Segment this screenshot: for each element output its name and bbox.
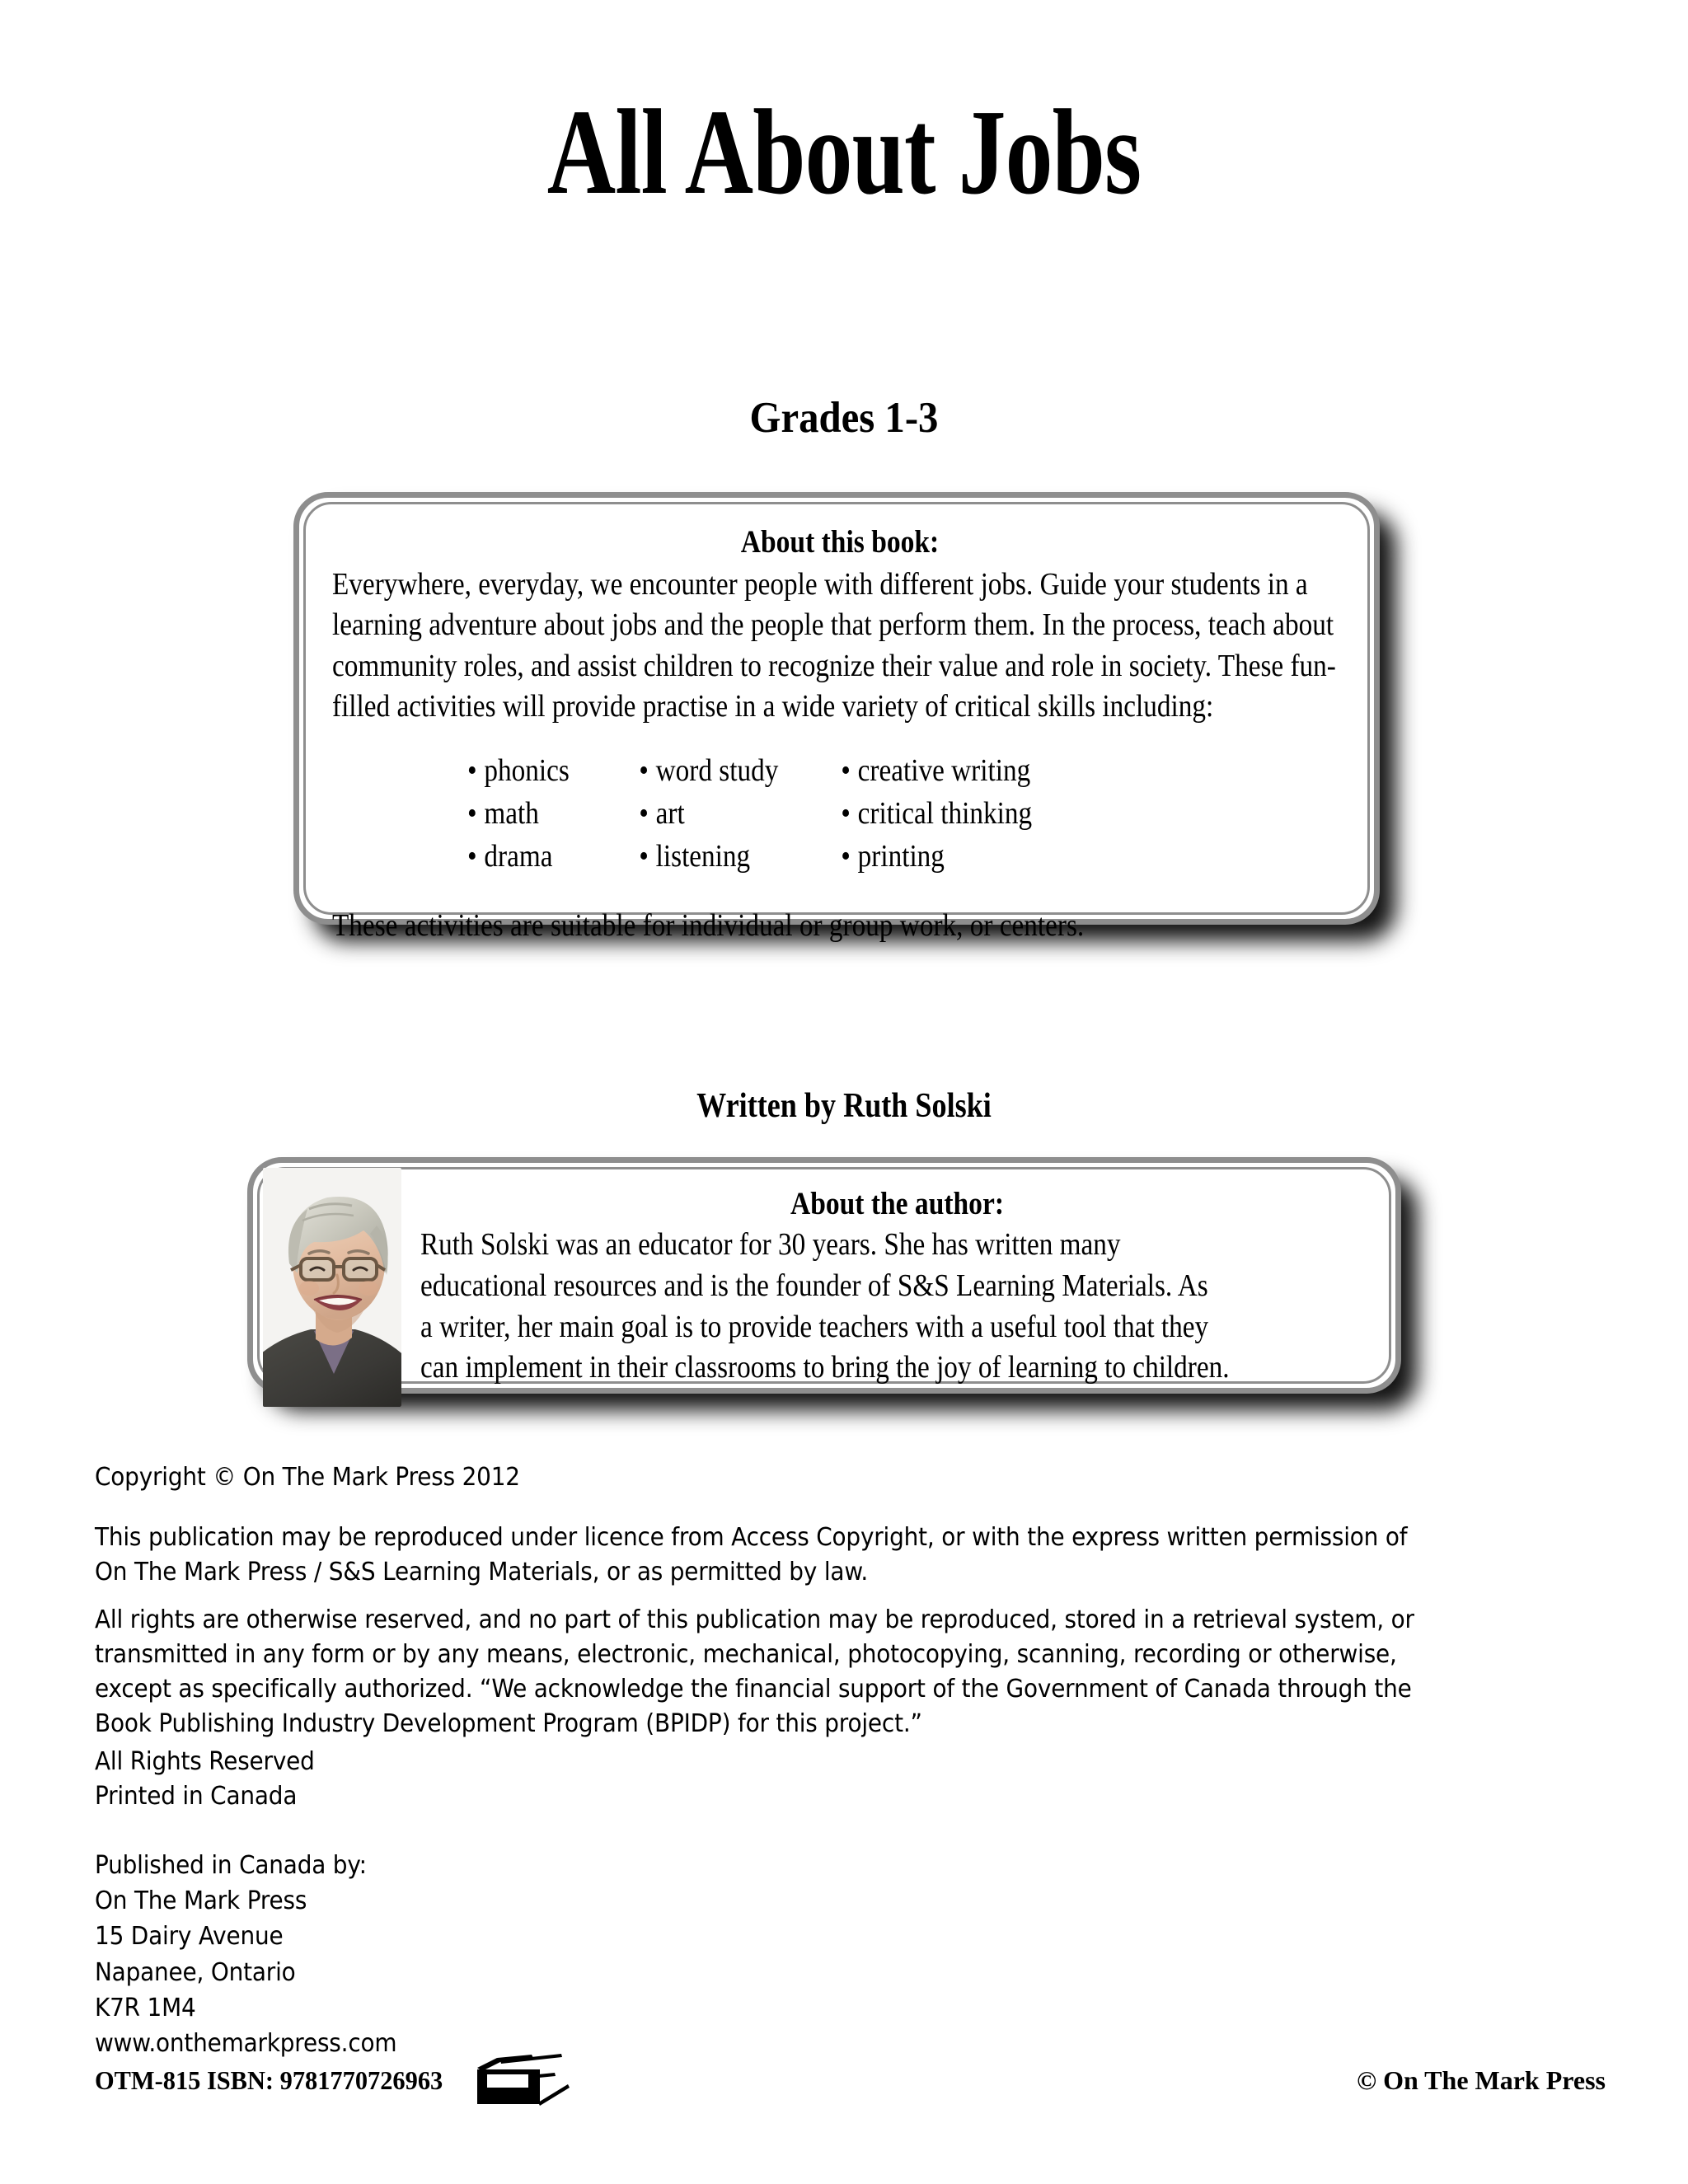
bullet-icon: •: [467, 795, 477, 831]
copyright-notice: [95, 1460, 1490, 1495]
bullet-icon: •: [841, 795, 851, 831]
skill-label: math: [484, 795, 539, 831]
printed-in-canada-line: Printed in Canada: [95, 1782, 298, 1811]
address-line: K7R 1M4: [95, 1993, 196, 2022]
address-line: Published in Canada by:: [95, 1851, 367, 1880]
bullet-icon: •: [467, 752, 477, 788]
author-portrait-image: [263, 1168, 401, 1407]
about-the-author-heading: About the author:: [790, 1186, 1005, 1221]
copyright-line: Copyright © On The Mark Press 2012: [95, 1463, 520, 1492]
about-the-author-line: educational resources and is the founder of S&S Learning Materials. As: [420, 1268, 1208, 1303]
about-this-book-panel: [293, 492, 1380, 943]
skill-label: phonics: [484, 752, 570, 788]
product-code-isbn: OTM-815 ISBN: 9781770726963: [95, 2065, 443, 2095]
press-logo-icon: [472, 2053, 571, 2112]
publisher-address-block: [95, 1848, 1490, 2061]
about-this-book-closing-line: These activities are suitable for individual or group work, or centers.: [332, 907, 1085, 943]
skill-label: critical thinking: [857, 795, 1033, 831]
skill-label: creative writing: [857, 752, 1031, 788]
about-the-author-panel-inner-border: [257, 1167, 1391, 1384]
bullet-icon: •: [467, 839, 477, 874]
about-the-author-panel: [247, 1157, 1401, 1394]
about-this-book-panel-inner-border: [303, 502, 1370, 943]
skill-label: listening: [655, 839, 751, 874]
skill-item: [639, 794, 841, 834]
skill-label: art: [655, 795, 685, 831]
skill-label: word study: [655, 752, 779, 788]
skill-item: [467, 794, 639, 834]
all-rights-paragraph: [95, 1603, 1475, 1741]
page-title: All About Jobs: [546, 85, 1142, 220]
rights-line: All rights are otherwise reserved, and no part of this publication may be reproduced, stored in a retrieval system, or: [95, 1605, 1414, 1634]
author-byline: Written by Ruth Solski: [696, 1087, 992, 1125]
publisher-website-line[interactable]: www.onthemarkpress.com: [95, 2028, 397, 2058]
rights-reserved-block: [95, 1745, 1490, 1814]
bullet-icon: •: [639, 839, 649, 874]
about-this-book-heading: About this book:: [740, 524, 940, 560]
skill-item: [841, 751, 1482, 791]
bullet-icon: •: [639, 795, 649, 831]
rights-line: transmitted in any form or by any means, electronic, mechanical, photocopying, scanning, recording or otherwise,: [95, 1640, 1397, 1669]
about-the-author-content: [420, 1188, 1374, 1389]
skill-label: printing: [857, 839, 945, 874]
on-the-mark-press-logo: [472, 2053, 571, 2112]
about-the-author-paragraph: [420, 1225, 1373, 1389]
address-line: On The Mark Press: [95, 1886, 307, 1916]
skill-item: [841, 794, 1482, 834]
skill-label: drama: [484, 839, 553, 874]
skill-item: [639, 751, 841, 791]
all-rights-reserved-line: All Rights Reserved: [95, 1747, 315, 1776]
bullet-icon: •: [841, 839, 851, 874]
reproduction-licence-paragraph: [95, 1521, 1467, 1590]
about-the-author-line: a writer, her main goal is to provide teachers with a useful tool that they: [420, 1309, 1209, 1344]
skill-item: [467, 837, 639, 877]
publisher-footer-label: © On The Mark Press: [1357, 2065, 1606, 2095]
rights-line: except as specifically authorized. “We acknowledge the financial support of the Government of Canada through the: [95, 1675, 1412, 1704]
licence-line: On The Mark Press / S&S Learning Materials, or as permitted by law.: [95, 1558, 869, 1586]
licence-line: This publication may be reproduced under licence from Access Copyright, or with the express written permission of: [95, 1523, 1408, 1552]
bullet-icon: •: [639, 752, 649, 788]
about-the-author-line: can implement in their classrooms to bring the joy of learning to children.: [420, 1350, 1230, 1385]
skills-list: [467, 751, 1482, 878]
address-line: 15 Dairy Avenue: [95, 1922, 284, 1952]
grade-level-label: Grades 1-3: [749, 394, 939, 442]
skill-item: [467, 751, 639, 791]
skill-item: [639, 837, 841, 877]
author-photo: [263, 1168, 401, 1407]
skill-item: [841, 837, 1482, 877]
about-this-book-paragraph: Everywhere, everyday, we encounter people with different jobs. Guide your students in a learning adventure about jobs and the people that perform them. In the process, teach about community roles, and assist children to recognize their value and role in society. These fun-filled activities will provide practise in a wide variety of critical skills including:: [332, 567, 1336, 724]
bullet-icon: •: [841, 752, 851, 788]
about-this-book-content: [332, 526, 1348, 946]
about-the-author-line: Ruth Solski was an educator for 30 years. She has written many: [420, 1227, 1121, 1262]
rights-line: Book Publishing Industry Development Program (BPIDP) for this project.”: [95, 1709, 922, 1738]
address-line: Napanee, Ontario: [95, 1957, 296, 1987]
